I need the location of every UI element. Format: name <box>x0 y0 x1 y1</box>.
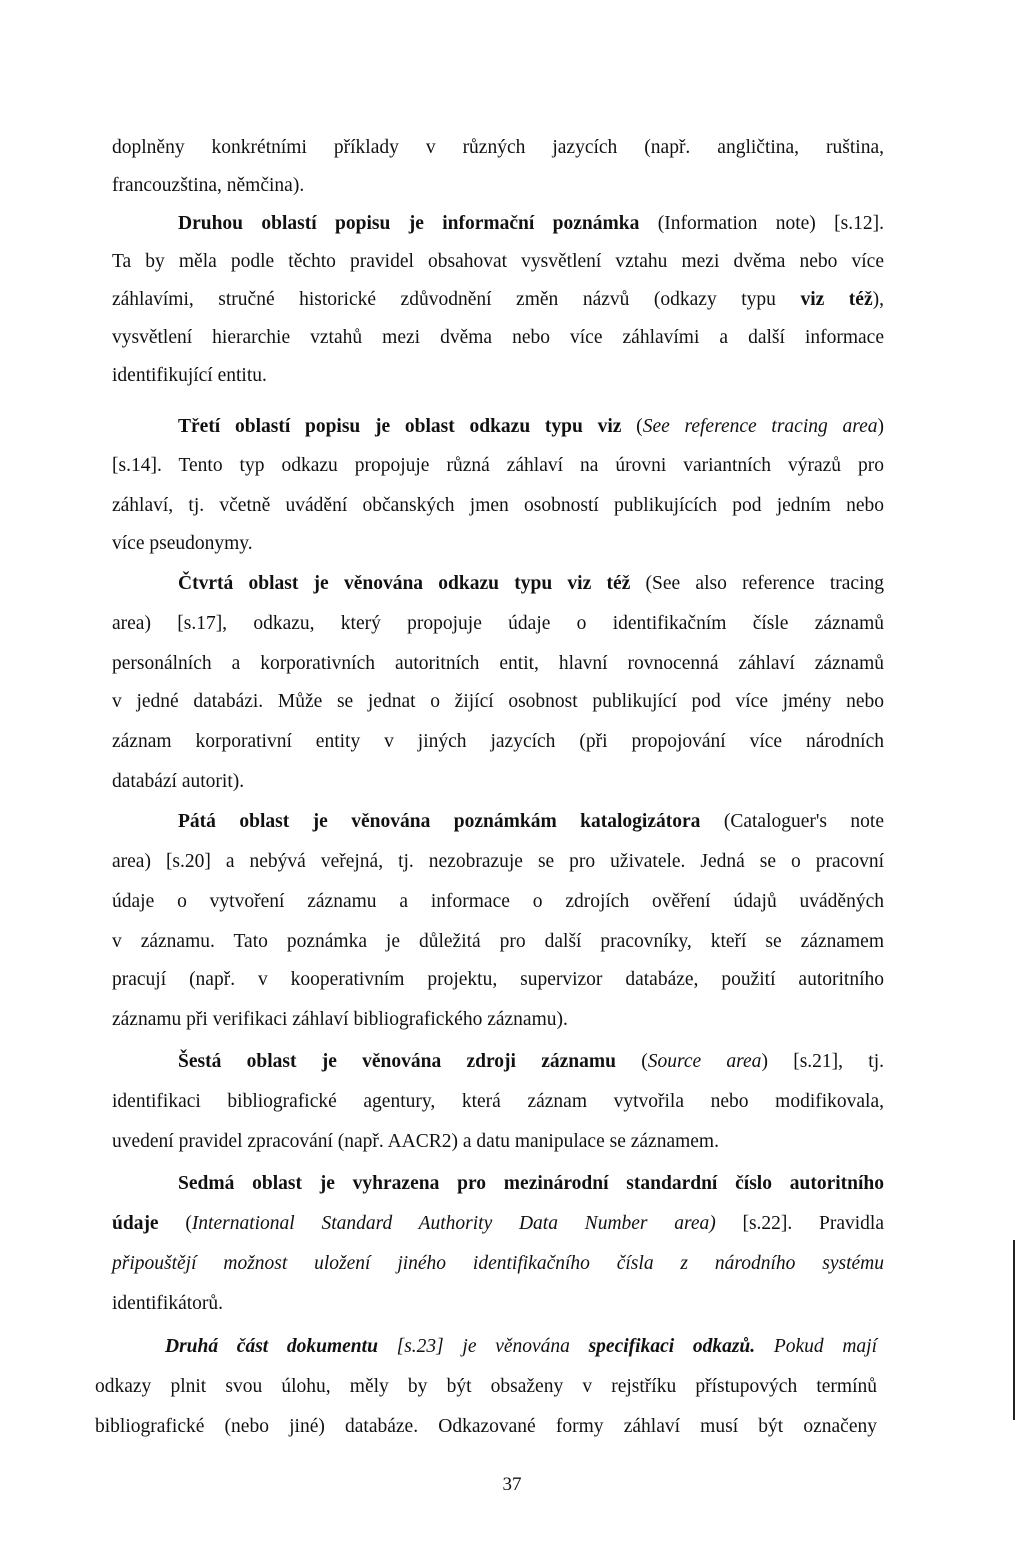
text-span: (See also reference tracing <box>630 573 884 594</box>
text-line: záznam korporativní entity v jiných jazycích (při propojování více národních <box>112 731 884 752</box>
text-line: záznamu při verifikaci záhlaví bibliografického záznamu). <box>112 1009 568 1030</box>
text-span: [s.22]. Pravidla <box>715 1213 884 1234</box>
text-span: (Cataloguer's note <box>700 811 884 832</box>
paragraph-lead-line <box>165 1335 877 1359</box>
text-span-italic: Pokud mají <box>755 1336 877 1357</box>
section-heading: Třetí oblastí popisu je oblast odkazu typu viz <box>178 416 622 437</box>
page-number: 37 <box>502 1474 522 1495</box>
text-line: údaje o vytvoření záznamu a informace o zdrojích ověření údajů uváděných <box>112 891 884 912</box>
text-line: identifikátorů. <box>112 1293 224 1314</box>
section-heading: Čtvrtá oblast je věnována odkazu typu viz též <box>178 573 631 594</box>
text-span-italic: International Standard Authority Data Number area) <box>191 1213 716 1234</box>
paragraph-lead-line <box>178 415 884 439</box>
text-line: více pseudonymy. <box>112 533 253 554</box>
section-heading: Druhou oblastí popisu je informační poznámka <box>178 213 640 234</box>
paragraph-lead-line <box>178 572 884 596</box>
text-span-bold-italic: Druhá část dokumentu <box>165 1336 378 1357</box>
text-line: v jedné databázi. Může se jednat o žijící osobnost publikující pod více jmény nebo <box>112 691 884 712</box>
text-line: [s.14]. Tento typ odkazu propojuje různá záhlaví na úrovni variantních výrazů pro <box>112 455 884 476</box>
text-span-bold-italic: specifikaci odkazů. <box>588 1336 756 1357</box>
text-line: záhlaví, tj. včetně uvádění občanských jmen osobností publikujících pod jedním nebo <box>112 495 884 516</box>
paragraph-lead-line <box>178 810 884 834</box>
paragraph-lead-line <box>178 212 884 236</box>
text-span-bold: viz též <box>800 289 873 310</box>
paragraph-lead-line: Sedmá oblast je vyhrazena pro mezinárodní standardní číslo autoritního <box>178 1173 884 1194</box>
text-span-italic: Source area <box>647 1051 762 1072</box>
text-span: ( <box>621 416 643 437</box>
text-line: Ta by měla podle těchto pravidel obsahovat vysvětlení vztahu mezi dvěma nebo více <box>112 251 884 272</box>
text-line: doplněny konkrétními příklady v různých jazycích (např. angličtina, ruština, <box>112 137 884 158</box>
text-span: ) <box>877 416 884 437</box>
text-span-italic: See reference tracing area <box>642 416 878 437</box>
text-line: v záznamu. Tato poznámka je důležitá pro další pracovníky, kteří se záznamem <box>112 931 884 952</box>
text-line: odkazy plnit svou úlohu, měly by být obsaženy v rejstříku přístupových termínů <box>95 1376 877 1397</box>
text-line: area) [s.17], odkazu, který propojuje údaje o identifikačním čísle záznamů <box>112 613 884 634</box>
text-line: identifikující entitu. <box>112 365 267 386</box>
text-line: identifikaci bibliografické agentury, která záznam vytvořila nebo modifikovala, <box>112 1091 884 1112</box>
text-span: ( <box>615 1051 648 1072</box>
text-line: databází autorit). <box>112 771 245 792</box>
section-heading: Šestá oblast je věnována zdroji záznamu <box>178 1051 616 1072</box>
text-line <box>112 288 884 312</box>
text-line: area) [s.20] a nebývá veřejná, tj. nezobrazuje se pro uživatele. Jedná se o pracovní <box>112 851 884 872</box>
text-line: francouzština, němčina). <box>112 175 305 196</box>
paragraph-lead-line <box>178 1050 884 1074</box>
text-line: připouštějí možnost uložení jiného identifikačního čísla z národního systému <box>112 1253 884 1274</box>
text-line: vysvětlení hierarchie vztahů mezi dvěma nebo více záhlavími a další informace <box>112 327 884 348</box>
text-line <box>112 1212 884 1236</box>
text-span: (Information note) [s.12]. <box>639 213 885 234</box>
section-heading: Pátá oblast je věnována poznámkám katalogizátora <box>178 811 701 832</box>
scan-edge-mark <box>1013 1240 1015 1420</box>
text-line: pracují (např. v kooperativním projektu, supervizor databáze, použití autoritního <box>112 969 884 990</box>
text-span-bold: údaje <box>112 1213 159 1234</box>
text-line: uvedení pravidel zpracování (např. AACR2) a datu manipulace se záznamem. <box>112 1131 719 1152</box>
text-line: bibliografické (nebo jiné) databáze. Odkazované formy záhlaví musí být označeny <box>95 1416 877 1437</box>
text-span: ) [s.21], tj. <box>761 1051 884 1072</box>
text-span: ), <box>872 289 884 310</box>
text-line: personálních a korporativních autoritních entit, hlavní rovnocenná záhlaví záznamů <box>112 653 884 674</box>
text-span: ( <box>158 1213 192 1234</box>
text-span-italic: [s.23] je věnována <box>377 1336 589 1357</box>
text-span: záhlavími, stručné historické zdůvodnění změn názvů (odkazy typu <box>112 289 801 310</box>
